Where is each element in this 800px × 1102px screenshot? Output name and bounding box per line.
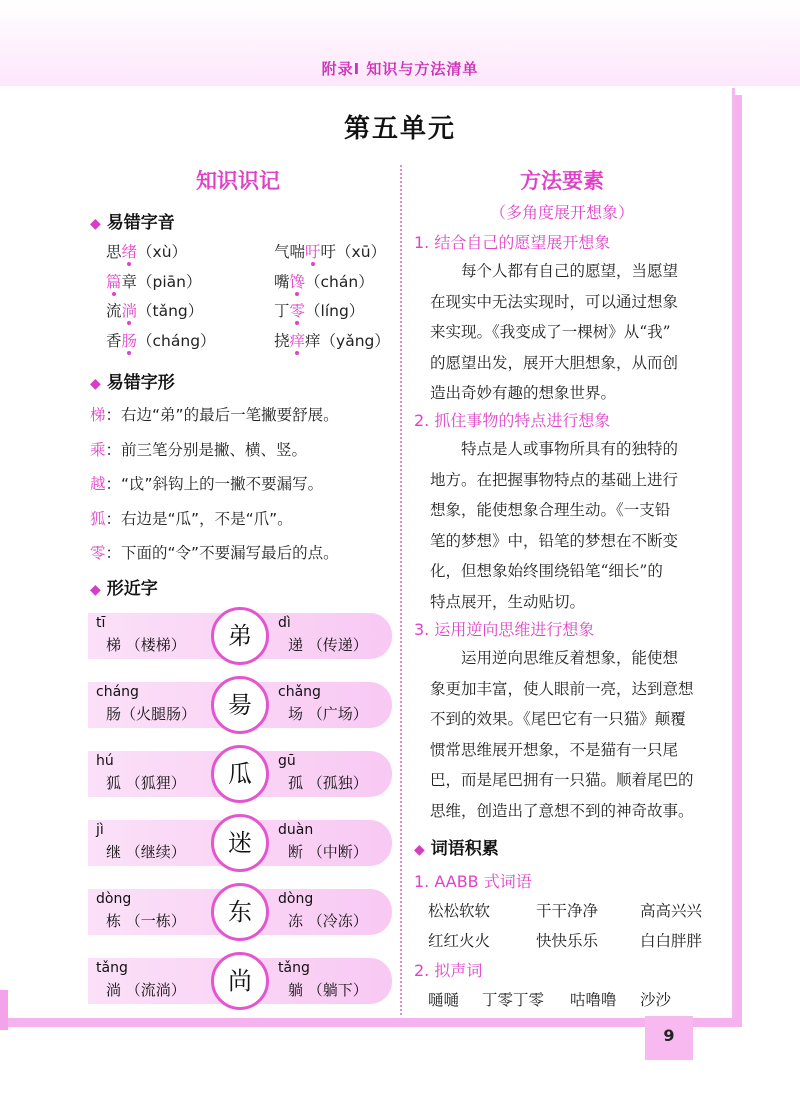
method-paragraph xyxy=(430,256,712,409)
pronunciation-item xyxy=(274,270,374,292)
paragraph-line: 来实现。《我变成了一棵树》从“我” xyxy=(430,323,671,341)
paragraph-line: 巴，而是尾巴拥有一只猫。顺着尾巴的 xyxy=(430,771,694,789)
left-pinyin: cháng xyxy=(96,684,139,700)
onomatopoeia-word: 丁零丁零 xyxy=(482,991,545,1009)
right-word: 冻 （冷冻） xyxy=(288,912,368,930)
paragraph-line: 惯常思维展开想象，不是猫有一只尾 xyxy=(430,740,679,759)
right-word: 断 （中断） xyxy=(288,843,368,861)
onomatopoeia-word: 咕噜噜 xyxy=(570,991,617,1009)
pronunciation-item xyxy=(274,240,386,262)
method-heading: 2. 抓住事物的特点进行想象 xyxy=(414,411,611,430)
paragraph-line: 化，但想象始终围绕铅笔“细长”的 xyxy=(430,562,663,580)
pronunciation-prefix: 嘴 xyxy=(274,272,290,291)
center-char: 瓜 xyxy=(211,745,269,803)
pronunciation-char: 淌 xyxy=(121,302,138,320)
pronunciation-prefix: 丁 xyxy=(274,302,290,320)
left-pinyin: jì xyxy=(96,822,104,838)
method-paragraph xyxy=(430,434,712,617)
pronunciation-item xyxy=(274,329,390,351)
right-pinyin: dòng xyxy=(278,891,314,907)
onomatopoeia-word: 嗵嗵 xyxy=(428,991,460,1009)
vocab-heading: ◆ 词语积累 xyxy=(414,839,499,859)
diamond-icon: ◆ xyxy=(90,376,101,392)
shape-char: 狐 xyxy=(90,509,106,528)
left-pinyin: tī xyxy=(96,615,106,631)
left-word: 梯 （楼梯） xyxy=(106,636,186,654)
pronunciation-reading: 章（piān） xyxy=(121,272,202,291)
page-number: 9 xyxy=(645,1016,693,1060)
diamond-icon: ◆ xyxy=(414,842,425,858)
left-pinyin: dòng xyxy=(96,891,132,907)
shape-char: 越 xyxy=(90,475,106,493)
method-heading: 3. 运用逆向思维进行想象 xyxy=(414,620,595,639)
pronunciation-reading: （chán） xyxy=(305,272,374,291)
center-char: 迷 xyxy=(211,814,269,872)
pronunciation-reading: （líng） xyxy=(305,302,365,320)
center-char: 昜 xyxy=(211,676,269,734)
pronunciation-char: 绪 xyxy=(121,243,138,261)
paragraph-line: 不到的效果。《尾巴它有一只猫》颠覆 xyxy=(430,710,686,728)
page-header xyxy=(0,0,800,95)
pronunciation-char: 痒 xyxy=(289,331,306,350)
paragraph-line: 的愿望出发，展开大胆想象，从而创 xyxy=(430,353,679,372)
shape-text: ：右边是“瓜”，不是“爪”。 xyxy=(105,509,293,528)
right-pinyin: gū xyxy=(278,753,296,769)
shape-text: ：“戉”斜钩上的一撇不要漏写。 xyxy=(105,475,324,493)
shape-char: 乘 xyxy=(90,440,106,459)
right-pinyin: chǎng xyxy=(278,684,321,700)
paragraph-line: 特点展开，生动贴切。 xyxy=(430,592,586,611)
paragraph-line: 笔的梦想》中，铅笔的梦想在不断变 xyxy=(430,531,679,550)
paragraph-line: 每个人都有自己的愿望，当愿望 xyxy=(461,262,679,280)
pronunciation-prefix: 气喘 xyxy=(274,243,306,261)
pronunciation-item xyxy=(106,329,216,351)
side-tab xyxy=(0,990,8,1030)
left-word: 栋 （一栋） xyxy=(106,912,186,930)
pronunciation-char: 肠 xyxy=(121,331,138,350)
paragraph-line: 在现实中无法实现时，可以通过想象 xyxy=(430,292,679,311)
pronunciation-reading: 痒（yǎng） xyxy=(305,331,390,350)
similar-heading: ◆ 形近字 xyxy=(90,579,158,599)
pronunciation-reading: （tǎng） xyxy=(137,302,204,320)
shape-item xyxy=(90,541,339,563)
pronunciation-prefix: 香 xyxy=(106,331,122,350)
left-column-title: 知识识记 xyxy=(196,169,280,193)
pronunciation-char: 零 xyxy=(289,302,306,320)
center-char: 尚 xyxy=(211,952,269,1010)
paragraph-line: 思维，创造出了意想不到的神奇故事。 xyxy=(430,801,694,820)
onomatopoeia-word: 沙沙 xyxy=(640,991,672,1009)
left-word: 继 （继续） xyxy=(106,843,186,861)
shape-char: 梯 xyxy=(90,406,106,424)
right-word: 躺 （躺下） xyxy=(288,981,368,999)
shape-item xyxy=(90,403,339,425)
shape-item xyxy=(90,507,293,529)
aabb-word: 红红火火 xyxy=(428,932,491,950)
unit-title: 第五单元 xyxy=(343,114,456,144)
paragraph-line: 造出奇妙有趣的想象世界。 xyxy=(430,384,617,402)
pronunciation-item xyxy=(106,299,203,321)
shape-item xyxy=(90,472,323,494)
left-word: 狐 （狐狸） xyxy=(106,774,186,792)
left-word: 肠（火腿肠） xyxy=(106,705,197,723)
aabb-heading: 1. AABB 式词语 xyxy=(414,872,532,891)
pronunciation-item xyxy=(106,240,187,262)
paragraph-line: 想象，能使想象合理生动。《一支铅 xyxy=(430,501,671,519)
right-pinyin: duàn xyxy=(278,822,314,838)
center-char: 弟 xyxy=(211,607,269,665)
diamond-icon: ◆ xyxy=(90,582,101,598)
pronunciation-reading: 吁（xū） xyxy=(320,243,387,261)
onomatopoeia-heading: 2. 拟声词 xyxy=(414,961,483,980)
right-word: 递 （传递） xyxy=(288,636,368,654)
aabb-word: 松松软软 xyxy=(428,902,491,920)
left-word: 淌 （流淌） xyxy=(106,981,186,999)
paragraph-line: 特点是人或事物所具有的独特的 xyxy=(461,440,679,458)
shape-text: ：右边“弟”的最后一笔撇要舒展。 xyxy=(105,406,339,424)
diamond-icon: ◆ xyxy=(90,216,101,232)
pronunciation-reading: （xù） xyxy=(137,243,188,261)
method-subtitle: （多角度展开想象） xyxy=(489,203,634,222)
column-divider xyxy=(400,165,402,1015)
shape-text: ：前三笔分别是撇、横、竖。 xyxy=(105,440,308,459)
shape-heading: ◆ 易错字形 xyxy=(90,373,175,393)
aabb-word: 干干净净 xyxy=(536,902,599,920)
pronunciation-prefix: 挠 xyxy=(274,331,290,350)
center-char: 东 xyxy=(211,883,269,941)
paragraph-line: 运用逆向思维反着想象，能使想 xyxy=(461,649,679,667)
shape-text: ：下面的“令”不要漏写最后的点。 xyxy=(105,544,339,562)
aabb-word: 高高兴兴 xyxy=(640,902,703,920)
paragraph-line: 地方。在把握事物特点的基础上进行 xyxy=(430,470,679,489)
aabb-word: 白白胖胖 xyxy=(640,932,703,950)
shape-item xyxy=(90,438,307,460)
pronunciation-prefix: 流 xyxy=(106,302,122,320)
right-column-title: 方法要素 xyxy=(520,169,604,193)
method-paragraph xyxy=(430,643,712,826)
pronunciation-char: 篇 xyxy=(106,272,122,291)
pronunciation-item xyxy=(106,270,201,292)
pronunciation-item xyxy=(274,299,364,321)
paragraph-line: 象更加丰富，使人眼前一亮，达到意想 xyxy=(430,679,694,698)
header-title: 附录Ⅰ 知识与方法清单 xyxy=(321,60,479,78)
pronunciation-reading: （cháng） xyxy=(137,331,216,350)
right-word: 场 （广场） xyxy=(288,705,368,723)
pronunciation-char: 馋 xyxy=(289,272,306,291)
pronunciation-heading: ◆ 易错字音 xyxy=(90,213,175,233)
shape-char: 零 xyxy=(90,544,106,562)
aabb-word: 快快乐乐 xyxy=(536,932,599,950)
right-word: 孤 （孤独） xyxy=(288,774,368,792)
pronunciation-char: 吁 xyxy=(305,243,321,261)
method-heading: 1. 结合自己的愿望展开想象 xyxy=(414,233,611,252)
left-pinyin: hú xyxy=(96,753,114,769)
right-pinyin: dì xyxy=(278,615,291,631)
right-pinyin: tǎng xyxy=(278,960,310,976)
left-pinyin: tǎng xyxy=(96,960,128,976)
pronunciation-prefix: 思 xyxy=(106,243,122,261)
